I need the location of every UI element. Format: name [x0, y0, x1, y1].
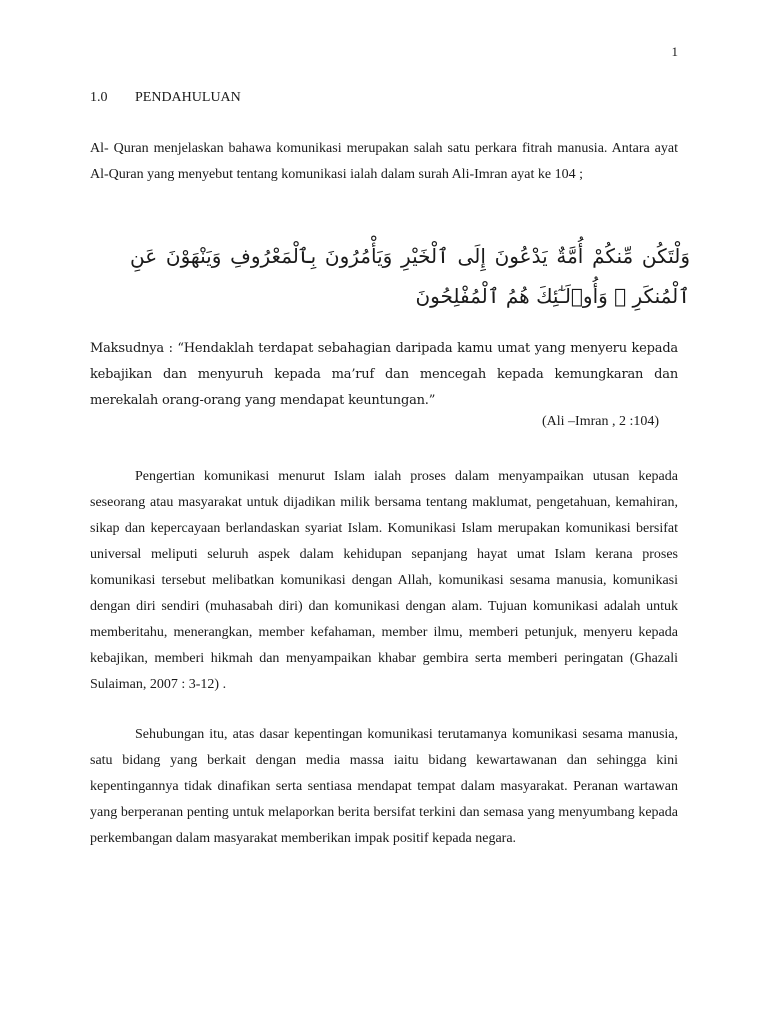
verse-translation: Maksudnya : “Hendaklah terdapat sebahagian daripada kamu umat yang menyeru kepada kebajikan dan menyuruh kepada ma’ruf dan mencegah kepada kemungkaran dan merekalah orang-orang yang mendapat keuntungan.” [90, 341, 678, 408]
body-paragraph-1: Pengertian komunikasi menurut Islam ialah proses dalam menyampaikan utusan kepada seseorang atau masyarakat untuk dijadikan milik bersama tentang maklumat, pengetahuan, kemahiran, sikap dan kepercayaan berlandaskan syariat Islam. Komunikasi Islam merupakan komunikasi bersifat universal meliputi seluruh aspek dalam kehidupan sepanjang hayat umat Islam kerana proses komunikasi tersebut melibatkan komunikasi dengan Allah, komunikasi sesama manusia, komunikasi dengan diri sendiri (muhasabah diri) dan komunikasi dengan alam. Tujuan komunikasi adalah untuk memberitahu, menerangkan, member kefahaman, member ilmu, memberi petunjuk, menyeru kepada kebajikan, memberi hikmah dan menyampaikan khabar gembira serta memberi peringatan (Ghazali Sulaiman, 2007 : 3-12) . [90, 469, 678, 692]
section-heading [90, 90, 241, 106]
arabic-verse: وَلْتَكُن مِّنكُمْ أُمَّةٌ يَدْعُونَ إِلَى ٱلْخَيْرِ وَيَأْمُرُونَ بِٱلْمَعْرُوفِ وَيَنْهَوْنَ عَنِ ٱلْمُنكَرِ ۚ وَأُو۟لَـٰٓئِكَ هُمُ ٱلْمُفْلِحُونَ [130, 244, 690, 308]
page-number: 1 [671, 44, 678, 59]
intro-paragraph: Al- Quran menjelaskan bahawa komunikasi merupakan salah satu perkara fitrah manusia. Antara ayat Al-Quran yang menyebut tentang komunikasi ialah dalam surah Ali-Imran ayat ke 104 ; [90, 141, 678, 182]
section-number: 1.0 [90, 90, 108, 105]
body-paragraph-2: Sehubungan itu, atas dasar kepentingan komunikasi terutamanya komunikasi sesama manusia, satu bidang yang berkait dengan media massa iaitu bidang kewartawanan dan sehingga kini kepentingannya tidak dinafikan serta sentiasa mendapat tempat dalam masyarakat. Peranan wartawan yang berperanan penting untuk melaporkan berita bersifat terkini dan semasa yang menyumbang kepada perkembangan dalam masyarakat memberikan impak positif kepada negara. [90, 727, 678, 846]
verse-citation: (Ali –Imran , 2 :104) [542, 414, 660, 429]
section-title: PENDAHULUAN [135, 90, 241, 105]
